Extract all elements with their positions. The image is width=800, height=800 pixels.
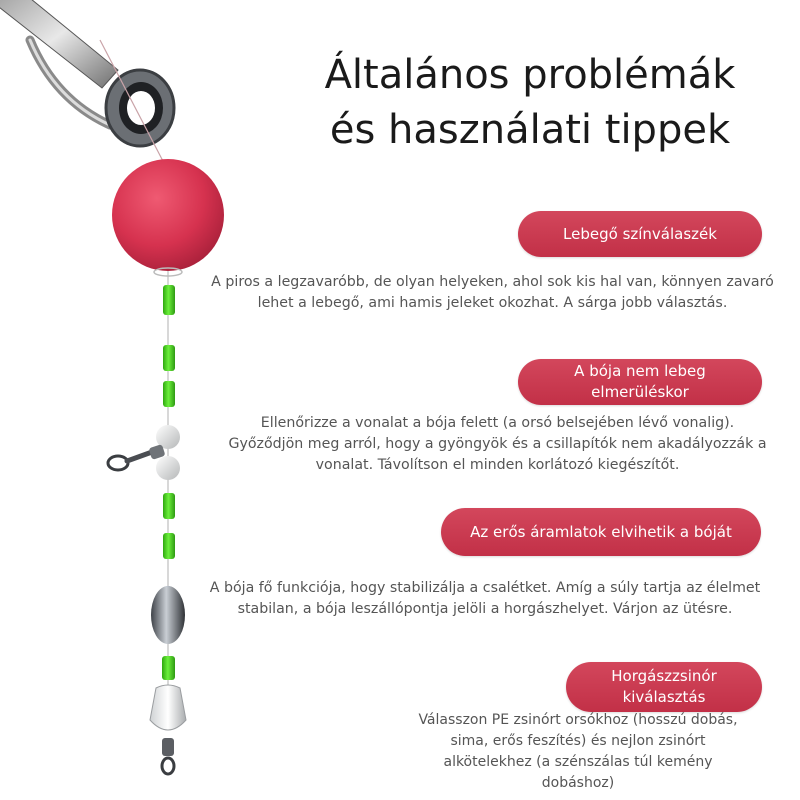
page-title-line2: és használati tippek — [329, 107, 731, 153]
section-heading-float-not-floating — [518, 359, 762, 405]
section-heading-label-line2: kiválasztás — [622, 688, 706, 706]
section-heading-line-choice — [566, 662, 762, 712]
section-text-line-choice: Válasszon PE zsinórt orsókhoz (hosszú dobás, sima, erős feszítés) és nejlon zsinórt alkötelekhez (a szénszálas túl kemény dobáshoz) — [418, 712, 738, 791]
section-heading-label-line2: elmerüléskor — [591, 383, 689, 401]
section-heading-label-line1: Horgászzsinór — [611, 667, 717, 685]
section-heading-label: Lebegő színválaszék — [563, 224, 717, 243]
section-heading-float-color — [518, 211, 762, 257]
float-ball-icon — [112, 159, 224, 276]
section-heading-label: Az erős áramlatok elvihetik a bóját — [470, 522, 732, 541]
page-title-line1: Általános problémák — [324, 52, 736, 98]
section-text-float-color: A piros a legzavaróbb, de olyan helyeken, ahol sok kis hal van, könnyen zavaró lehet a lebegő, ami hamis jeleket okozhat. A sárga jobb választás. — [211, 274, 774, 311]
section-text-float-not-floating: Ellenőrizze a vonalat a bója felett (a orsó belsejében lévő vonalig). Győződjön meg arról, hogy a gyöngyök és a csillapítók nem akadályozzák a vonalat. Távolítson el minden korlátozó kiegészítőt. — [228, 415, 767, 473]
swivel-icon — [108, 425, 180, 480]
section-heading-strong-current — [441, 508, 761, 556]
section-heading-label-line1: A bója nem lebeg — [574, 362, 706, 380]
bait-icon — [150, 685, 186, 774]
rod-guide-icon — [0, 0, 174, 146]
page-title — [280, 48, 780, 158]
sinker-icon — [151, 586, 185, 644]
section-text-strong-current: A bója fő funkciója, hogy stabilizálja a csalétket. Amíg a súly tartja az élelmet stabilan, a bója leszállópontja jelöli a horgászhelyet. Várjon az ütésre. — [209, 580, 761, 617]
